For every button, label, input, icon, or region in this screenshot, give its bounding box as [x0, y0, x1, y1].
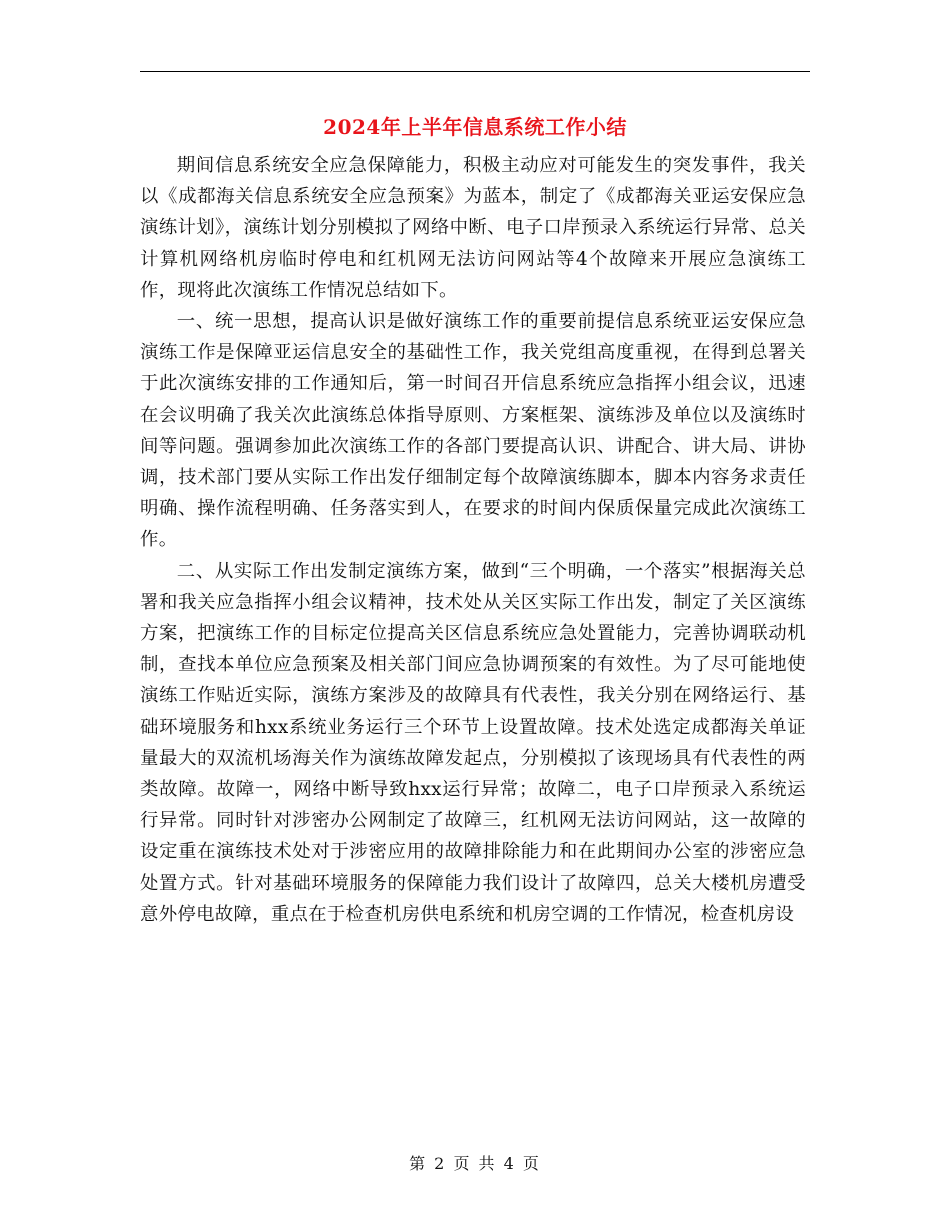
header-rule	[140, 71, 810, 72]
paragraph-section-one: 一、统一思想，提高认识是做好演练工作的重要前提信息系统亚运安保应急演练工作是保障亚运信息安全的基础性工作，我关党组高度重视，在得到总署关于此次演练安排的工作通知后，第一时间召开信息系统应急指挥小组会议，迅速在会议明确了我关次此演练总体指导原则、方案框架、演练涉及单位以及演练时间等问题。强调参加此次演练工作的各部门要提高认识、讲配合、讲大局、讲协调，技术部门要从实际工作出发仔细制定每个故障演练脚本，脚本内容务求责任明确、操作流程明确、任务落实到人，在要求的时间内保质保量完成此次演练工作。	[140, 311, 806, 551]
document-title: 2024年上半年信息系统工作小结	[323, 115, 627, 139]
document-body	[140, 150, 806, 930]
paragraph-section-two: 二、从实际工作出发制定演练方案，做到“三个明确，一个落实”根据海关总署和我关应急指挥小组会议精神，技术处从关区实际工作出发，制定了关区演练方案，把演练工作的目标定位提高关区信息系统应急处置能力，完善协调联动机制，查找本单位应急预案及相关部门间应急协调预案的有效性。为了尽可能地使演练工作贴近实际，演练方案涉及的故障具有代表性，我关分别在网络运行、基础环境服务和hxx系统业务运行三个环节上设置故障。技术处选定成都海关单证量最大的双流机场海关作为演练故障发起点，分别模拟了该现场具有代表性的两类故障。故障一，网络中断导致hxx运行异常；故障二，电子口岸预录入系统运行异常。同时针对涉密办公网制定了故障三，红机网无法访问网站，这一故障的设定重在演练技术处对于涉密应用的故障排除能力和在此期间办公室的涉密应急处置方式。针对基础环境服务的保障能力我们设计了故障四，总关大楼机房遭受意外停电故障，重点在于检查机房供电系统和机房空调的工作情况，检查机房设	[140, 560, 806, 925]
page-number-footer: 第 2 页 共 4 页	[409, 1154, 541, 1173]
paragraph-intro: 期间信息系统安全应急保障能力，积极主动应对可能发生的突发事件，我关以《成都海关信息系统安全应急预案》为蓝本，制定了《成都海关亚运安保应急演练计划》，演练计划分别模拟了网络中断、电子口岸预录入系统运行异常、总关计算机网络机房临时停电和红机网无法访问网站等4个故障来开展应急演练工作，现将此次演练工作情况总结如下。	[140, 155, 806, 301]
